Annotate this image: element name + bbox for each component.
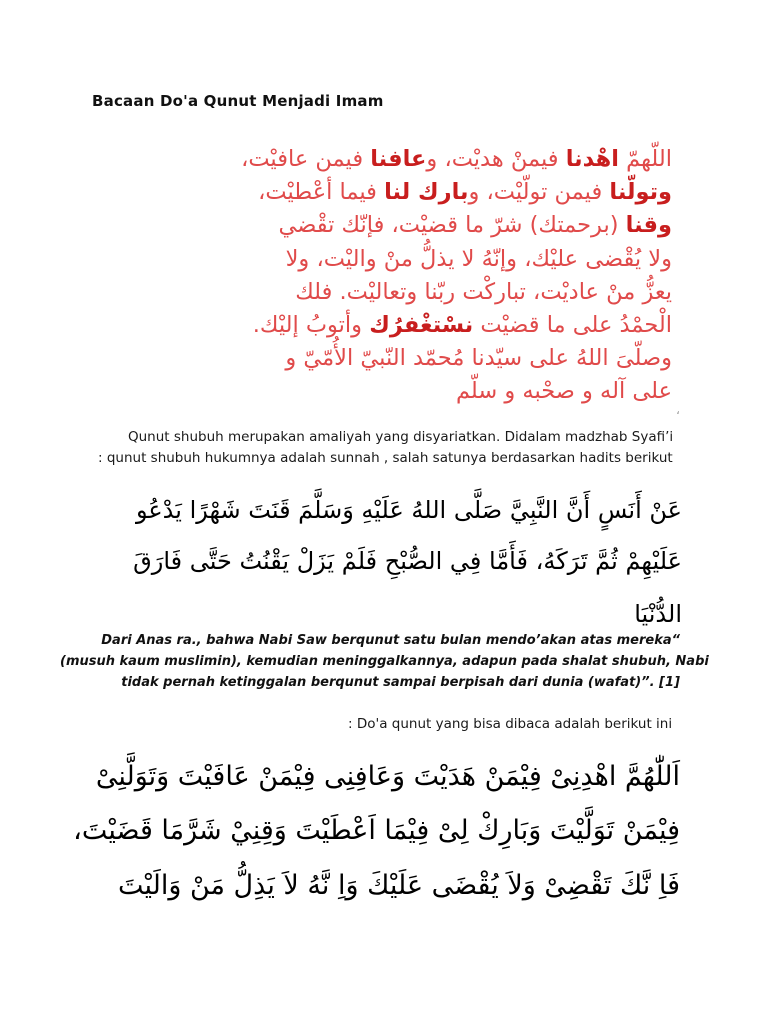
red-doa-line: [258, 176, 672, 209]
hadith-line-1: عَنْ أَنَسٍ أَنَّ النَّبِيَّ صَلَّى اللهُ عَلَيْهِ وَسَلَّمَ قَنَتَ شَهْرًا يَدْعُو: [135, 496, 682, 524]
red-doa-emphasis: وتولّنا: [609, 179, 672, 206]
qunut-doa-image: [241, 143, 672, 409]
red-doa-text: فيمن تولّيْت، و: [468, 179, 610, 206]
doa-line-2: فِيْمَنْ تَوَلَّيْتَ وَبَارِكْ لِىْ فِيْمَا اَعْطَيْتَ وَقِنِيْ شَرَّمَا قَضَيْتَ،: [73, 815, 680, 846]
red-doa-text: (برحمتك) شرّ ما قضيْت، فإنّك تقْضي: [278, 212, 626, 239]
red-doa-line: [241, 143, 672, 176]
doa-intro: : Do'a qunut yang bisa dibaca adalah berikut ini: [348, 716, 673, 732]
doa-line-1: اَللّٰهُمَّ اهْدِنِىْ فِيْمَنْ هَدَيْتَ وَعَافِنِى فِيْمَنْ عَافَيْتَ وَتَوَلَّنِىْ: [95, 761, 680, 792]
hadith-line-3: الدُّنْيَا: [634, 600, 682, 628]
red-doa-line: [268, 375, 672, 408]
translation-line-3: tidak pernah ketinggalan berqunut sampai berpisah dari dunia (wafat)”. [1]: [121, 675, 680, 690]
red-doa-text: اللّهمّ: [618, 146, 672, 172]
red-doa-emphasis: عافنا: [370, 146, 427, 172]
red-doa-text: فيمنْ هديْت، و: [426, 146, 566, 172]
red-doa-line: [252, 309, 672, 342]
doa-line-3: فَاِ نَّكَ تَقْضِىْ وَلاَ يُقْضَى عَلَيْكَ وَاِ نَّهُ لاَ يَذِلُّ مَنْ وَالَيْتَ: [117, 870, 680, 901]
red-doa-text: وصلّىَ اللهُ على سيّدنا مُحمّد النّبيّ الأُمّيّ و: [285, 345, 672, 372]
intro-line-1: Qunut shubuh merupakan amaliyah yang disyariatkan. Didalam madzhab Syafi’i: [128, 429, 674, 445]
red-doa-line: [268, 276, 672, 309]
translation-line-1: Dari Anas ra., bahwa Nabi Saw berqunut satu bulan mendo’akan atas mereka“: [101, 633, 680, 648]
red-doa-line: [268, 342, 672, 375]
hadith-translation: [60, 630, 709, 693]
red-doa-text: ولا يُقْضى عليْك، وإنّهُ لا يذلُّ منْ واليْت، ولا: [285, 245, 672, 272]
red-doa-line: [268, 243, 672, 276]
red-doa-text: يعزُّ منْ عاديْت، تباركْت ربّنا وتعاليْت. فلك: [295, 278, 672, 305]
red-doa-text: على آله و صحْبه و سلّم: [455, 378, 672, 405]
red-doa-line: [268, 209, 672, 242]
red-doa-text: فيما أعْطيْت،: [258, 179, 385, 206]
image-corner-mark: ،: [676, 403, 680, 417]
red-doa-emphasis: وقنا: [625, 212, 672, 239]
red-doa-text: وأتوبُ إليْك.: [252, 312, 370, 339]
translation-line-2: (musuh kaum muslimin), kemudian meninggalkannya, adapun pada shalat shubuh, Nabi: [60, 654, 709, 669]
red-doa-text: فيمن عافيْت،: [241, 146, 371, 172]
page-title: Bacaan Do'a Qunut Menjadi Imam: [92, 92, 384, 110]
red-doa-emphasis: بارك لنا: [384, 179, 469, 206]
hadith-line-2: عَلَيْهِمْ ثُمَّ تَرَكَهُ، فَأَمَّا فِي الصُّبْحِ فَلَمْ يَزَلْ يَقْنُتُ حَتَّى فَارَقَ: [133, 547, 682, 575]
red-doa-text: الْحمْدُ على ما قضيْت: [473, 312, 672, 339]
red-doa-emphasis: نسْتغْفرُك: [369, 312, 474, 339]
red-doa-emphasis: اهْدنا: [565, 146, 619, 172]
intro-line-2: : qunut shubuh hukumnya adalah sunnah , salah satunya berdasarkan hadits berikut: [98, 450, 673, 466]
